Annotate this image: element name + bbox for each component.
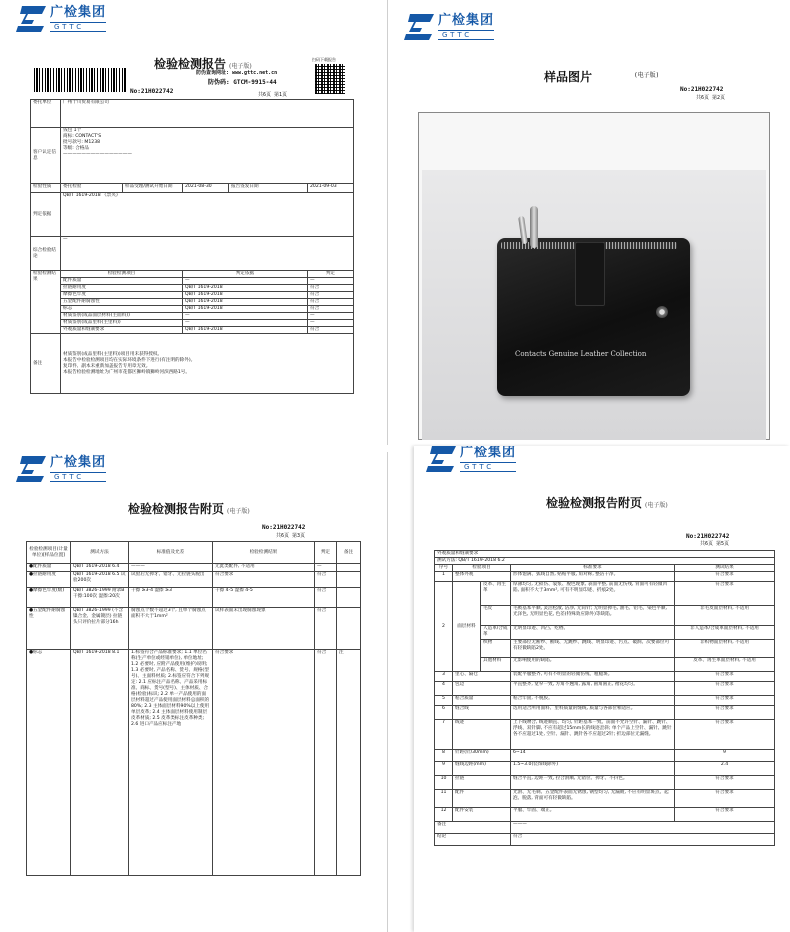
cell: QB/T 1619-2018 6.4 — [71, 564, 129, 572]
cell: 缝线边距(mm) — [453, 762, 511, 776]
cell: 符合 — [315, 608, 337, 650]
snap-button-icon — [656, 306, 668, 318]
table-row — [31, 320, 354, 327]
category-label: 检验性质 — [31, 184, 61, 193]
result-basis: — — [183, 313, 308, 320]
remarks — [61, 334, 354, 394]
page-title-text: 检验检测报告 — [154, 57, 227, 71]
cell: 配件安装 — [453, 808, 511, 822]
cell: 皮革、再生革 — [481, 582, 511, 606]
barcode-icon — [34, 68, 126, 92]
remark-line: 本报告检验检测地址为广州市花都区狮岭镇狮岭河滨西路1号。 — [63, 369, 190, 375]
result-basis: QB/T 1619-2018 — [183, 327, 308, 334]
cell: ●配件质量 — [27, 564, 71, 572]
table-row — [31, 285, 354, 292]
gttc-logo-icon — [16, 456, 46, 482]
gttc-logo — [426, 446, 516, 472]
brand-en: GTTC — [460, 462, 516, 472]
cell: 粘合质量 — [453, 696, 511, 706]
table-row — [31, 313, 354, 320]
remark-line: 材质鉴别(成品里料(主里料))项目用未获得授权。 — [63, 351, 163, 357]
cell: 1.5~3.0(装饰线除外) — [511, 762, 675, 776]
result-basis: QB/T 1619-2018 — [183, 306, 308, 313]
result-basis: QB/T 1619-2018 — [183, 292, 308, 299]
table-row — [31, 278, 354, 285]
result-item: 配件质量 — [61, 278, 183, 285]
cell: 符合要求 — [675, 696, 775, 706]
test-method: 测试方法: QB/T 1619-2018 6.2 — [435, 558, 775, 565]
col-header: 检验项目 — [453, 565, 511, 572]
page-title — [128, 500, 250, 517]
table-row — [27, 650, 361, 876]
page-count: 共6页 第5页 — [700, 541, 730, 547]
cell: 包边 — [453, 682, 511, 696]
cell: 无明显印迹、凹凸、疙瘩。 — [511, 626, 675, 640]
result-verdict: — — [308, 320, 354, 327]
cell: 缝合线 — [453, 706, 511, 720]
report-page-4 — [414, 446, 790, 932]
cell: 符合要求 — [675, 706, 775, 720]
table-row — [435, 626, 775, 640]
cell: 6 — [435, 706, 453, 720]
cell: 形体饱满、弧线自然, 贴贴平服, 角对称, 整洁干净。 — [511, 572, 675, 582]
anticounterfeit-code: 防伪码: GTCM-9915-44 — [208, 79, 277, 86]
result-verdict: 符合 — [308, 292, 354, 299]
result-verdict: 符合 — [308, 306, 354, 313]
result-item: 材质鉴别(成品里料(主里料)) — [61, 320, 183, 327]
result-item: 标志 — [61, 306, 183, 313]
report-page-2 — [398, 0, 790, 445]
cell: 符合要求 — [675, 582, 775, 606]
cell: 5 — [435, 696, 453, 706]
cell: QB/T 3826-1999 (不含镍合金、金属镀层) 拉链头只评价拉片部分16h — [71, 608, 129, 650]
cell: 毛皮 — [481, 606, 511, 626]
report-number: No:21H022742 — [680, 86, 724, 93]
results-header: 检验检测项目 — [61, 271, 183, 278]
cell: 8 — [435, 750, 453, 762]
result-verdict: — — [308, 278, 354, 285]
cell: 选用适合所用面料、里料质量的缝线, 质量与各部位相适应。 — [511, 706, 675, 720]
sample-line: 商标: CONTACT'S — [63, 134, 102, 139]
category-value: 委托检验 — [61, 184, 123, 193]
cell: 拉链 — [453, 776, 511, 790]
wallet-image — [497, 238, 690, 396]
edition-label: (电子版) — [229, 63, 252, 70]
cell: 非人造革/合成革面层材料, 不适用 — [675, 626, 775, 640]
cell: 6~14 — [511, 750, 675, 762]
cell: 线迹 — [453, 720, 511, 750]
cell: 1 — [435, 572, 453, 582]
cell: 符合要求 — [675, 682, 775, 696]
cell: 上下线吻合, 线迹顺直、均匀, 针距基本一致。前面不允许空针、漏针、跳针、浮线、双针脚, 不应有超过15mm长的线迹歪斜; 单个产品上空针、漏针、跳针各不应超过1处, 空针、漏针、跳针各不应超过2针; 折边部位无漏缝。 — [511, 720, 675, 750]
result-verdict: 符合 — [308, 285, 354, 292]
cell: 2.4 — [675, 762, 775, 776]
cell: 符合 — [315, 588, 337, 608]
result-basis: QB/T 1619-2018 — [183, 285, 308, 292]
cell: 粘合牢固, 不脱胶。 — [511, 696, 675, 706]
conclusion-value: 符合 — [511, 834, 775, 846]
table-row — [435, 720, 775, 750]
col-header: 测试结果 — [675, 565, 775, 572]
cell: 4 — [435, 682, 453, 696]
page-title-text: 样品图片 — [544, 70, 593, 84]
table-row — [435, 808, 775, 822]
results-header: 判定 — [308, 271, 354, 278]
conclusion-value: — — [61, 237, 354, 271]
report-page-3 — [0, 452, 388, 932]
table-row — [31, 327, 354, 334]
cell: 试验后无掉牙、错牙、无拉链头脱出 — [129, 572, 213, 588]
table-row — [27, 564, 361, 572]
brand-en: GTTC — [438, 30, 494, 40]
cell: 2 — [435, 582, 453, 672]
table-row — [27, 572, 361, 588]
cell: 9 — [675, 750, 775, 762]
table-row — [435, 790, 775, 808]
table-row — [435, 582, 775, 606]
report-summary-table — [30, 99, 354, 394]
remark-line: 本报告中检验检测项目均在实际环境条件下进行(有注明的除外)。 — [63, 357, 196, 363]
cell: ●拉链耐用度 — [27, 572, 71, 588]
cell: 符合要求 — [675, 572, 775, 582]
cell: 符合要求 — [675, 672, 775, 682]
col-header: 检验检测结果 — [213, 542, 315, 564]
brand-cn: 广检集团 — [50, 455, 107, 470]
cell: 光滑、无毛刺、五金配件表面无锈蚀, 钢型均匀, 无漏镀, 不应有明显斑点、起泡、脱落, 背面可有轻微缺陷。 — [511, 790, 675, 808]
page-count: 共6页 第2页 — [696, 95, 726, 101]
remarks-label: 备注 — [31, 334, 61, 394]
cell: 平服、牢固、端正。 — [511, 808, 675, 822]
table-row — [435, 658, 775, 672]
col-header: 测试方法 — [71, 542, 129, 564]
report-number: No:21H022742 — [262, 524, 306, 531]
sample-line: 批号款号: M1238 — [63, 140, 101, 145]
table-row — [31, 306, 354, 313]
results-header: 判定依据 — [183, 271, 308, 278]
brand-cn: 广检集团 — [438, 13, 495, 28]
sample-info — [61, 128, 354, 184]
receive-label: 样品受理/测试开始日期 — [123, 184, 183, 193]
cell: 7 — [435, 720, 453, 750]
receive-date: 2021-08-30 — [183, 184, 229, 193]
remark-label: 备注 — [435, 822, 511, 834]
cell: 针距(针/30mm) — [453, 750, 511, 762]
remark-value: ——— — [511, 822, 775, 834]
cell: 织物 — [481, 640, 511, 658]
table-row — [27, 588, 361, 608]
sample-line: 钱包 1个 — [63, 128, 82, 133]
issue-date: 2021-09-03 — [308, 184, 354, 193]
table-row — [31, 299, 354, 306]
cell: 人造革/合成革 — [481, 626, 511, 640]
wallet-brand-text: Contacts Genuine Leather Collection — [515, 350, 647, 358]
cell: 符合要求 — [675, 790, 775, 808]
edition-label: (电子版) — [645, 502, 668, 509]
gttc-logo — [16, 6, 106, 32]
table-row — [435, 640, 775, 658]
appendix-table — [26, 541, 361, 876]
gttc-logo-icon — [426, 446, 456, 472]
cell: 符合要求 — [675, 808, 775, 822]
result-item: 拉链耐用度 — [61, 285, 183, 292]
result-basis: — — [183, 320, 308, 327]
table-row — [31, 292, 354, 299]
cell: 装配平服整齐, 可有不明显的轻微伤残、粗糙斑。 — [511, 672, 675, 682]
col-header: 序号 — [435, 565, 453, 572]
table-row — [435, 776, 775, 790]
result-verdict: — — [308, 313, 354, 320]
zipper-pull-icon — [530, 206, 538, 248]
table-row — [435, 762, 775, 776]
result-item: 摩擦色牢度 — [61, 292, 183, 299]
result-item: 材质鉴别(成品面层材料(主面料)) — [61, 313, 183, 320]
cell: 符合要求 — [213, 650, 315, 876]
cell: ——— — [129, 564, 213, 572]
page-count: 共6页 第3页 — [276, 533, 306, 539]
table-row — [435, 696, 775, 706]
cell — [337, 588, 361, 608]
issue-label: 报告签发日期 — [229, 184, 308, 193]
col-header: 标准要求 — [511, 565, 675, 572]
cell: QB/T 1619-2018 6.5 试验200次 — [71, 572, 129, 588]
cell: 整体外观 — [453, 572, 511, 582]
cell — [337, 572, 361, 588]
sample-line: ——————————————— — [63, 152, 132, 157]
appearance-table — [434, 550, 775, 846]
table-row — [435, 606, 775, 626]
cell: 试样表面未出现腐蚀现象 — [213, 608, 315, 650]
cell: 符合 — [315, 572, 337, 588]
gttc-logo — [16, 456, 106, 482]
cell: 非毛皮面层材料, 不适用 — [675, 606, 775, 626]
page-title — [544, 68, 592, 85]
cell: 厚薄均匀, 无损伤、裂浆、脱色现象, 表面平整, 前面无伤残, 背面可有轻微凹陷, 面积不大于3mm², 可有不明显印迹、折痕2处。 — [511, 582, 675, 606]
page-title-text: 检验检测报告附页 — [546, 496, 643, 510]
cell: 10 — [435, 776, 453, 790]
result-verdict: 符合 — [308, 327, 354, 334]
report-page-1 — [0, 0, 388, 445]
cell — [337, 608, 361, 650]
client-value: 广州十川贸易有限公司 — [61, 100, 354, 128]
page-count: 共6页 第1页 — [258, 92, 288, 98]
cell: 干擦 ≥3-4 湿擦 ≥3 — [129, 588, 213, 608]
cell: 符合 — [315, 650, 337, 876]
cell: 12 — [435, 808, 453, 822]
col-header: 判定 — [315, 542, 337, 564]
conclusion-label: 综合检验结论 — [31, 237, 61, 271]
report-number: No:21H022742 — [130, 88, 174, 95]
sample-photo-frame — [418, 112, 770, 440]
cell: 皮革、再生革面层材料, 不适用 — [675, 658, 775, 672]
cell: 面层材料 — [453, 582, 481, 672]
brand-cn: 广检集团 — [50, 5, 107, 20]
result-verdict: 符合 — [308, 299, 354, 306]
conclusion-label: 结论 — [435, 834, 511, 846]
qr-code-icon — [315, 64, 345, 94]
basis-value: QB/T 1619-2018 《票夹》 — [61, 193, 354, 237]
sample-photo — [422, 170, 766, 440]
cell: 干擦 4-5 湿擦 4-5 — [213, 588, 315, 608]
remark-line: 复印件、副本未重新加盖报告专用章无效。 — [63, 363, 151, 369]
cell: — — [315, 564, 337, 572]
result-item: 五金配件耐腐蚀性 — [61, 299, 183, 306]
cell: 平直整齐, 宽窄一致, 方角不翘角, 露角, 圆角圆正, 褶花均匀。 — [511, 682, 675, 696]
cell: 非织物面层材料, 不适用 — [675, 640, 775, 658]
query-url: 防伪查询网址: www.gttc.net.cn — [196, 70, 278, 76]
cell: 主要部位无断纱、断线、无跳纱、跳线、明显印迹、污点、破洞、次要部位可有轻微缺陷2处。 — [511, 640, 675, 658]
result-basis: QB/T 1619-2018 — [183, 299, 308, 306]
cell: QB/T 3826-1999 附录B 干擦:100次 湿擦:20次 — [71, 588, 129, 608]
cell: 符合要求 — [675, 720, 775, 750]
client-label: 委托单位 — [31, 100, 61, 128]
col-header: 检验检测项目(计量单位)[样品位置] — [27, 542, 71, 564]
cell: 注 — [337, 650, 361, 876]
cell: 11 — [435, 790, 453, 808]
cell: 无影响使用的缺陷。 — [511, 658, 675, 672]
result-item: 外观质量和缝制要求 — [61, 327, 183, 334]
gttc-logo-icon — [16, 6, 46, 32]
cell: 其他材料 — [481, 658, 511, 672]
page-title-text: 检验检测报告附页 — [128, 502, 225, 516]
table-row — [435, 682, 775, 696]
col-header: 备注 — [337, 542, 361, 564]
edition-label: (电子版) — [634, 72, 660, 79]
brand-cn: 广检集团 — [460, 446, 517, 460]
table-row — [435, 750, 775, 762]
cell — [337, 564, 361, 572]
cell: 腐蚀点个数不超过3个, 且单个腐蚀点面积不大于1mm² — [129, 608, 213, 650]
results-label: 检验检测结果 — [31, 271, 61, 334]
cell: ●摩擦色牢度(级) — [27, 588, 71, 608]
table-row — [435, 672, 775, 682]
sample-label: 客户认定信息 — [31, 128, 61, 184]
cell: 3 — [435, 672, 453, 682]
qr-caption: 扫码下载报告 — [312, 57, 336, 62]
cell: 符合要求 — [675, 776, 775, 790]
table-row — [435, 572, 775, 582]
cell: 无此类配件, 不适用 — [213, 564, 315, 572]
brand-en: GTTC — [50, 22, 106, 32]
cell: ●五金配件耐腐蚀性 — [27, 608, 71, 650]
gttc-logo-icon — [404, 14, 434, 40]
edition-label: (电子版) — [227, 508, 250, 515]
result-basis: — — [183, 278, 308, 285]
cell: QB/T 1619-2018 8.1 — [71, 650, 129, 876]
page-title — [546, 494, 668, 511]
cell: 毛被基本平顺, 灵活松散, 洁净, 无钩针; 无明显掉毛, 油毛、铅毛、染色平顺, 光泽色, 无明显色花, 色差(特殊效应除外)等缺陷。 — [511, 606, 675, 626]
col-header: 标准值及允差 — [129, 542, 213, 564]
gttc-logo — [404, 14, 494, 40]
basis-label: 判定依据 — [31, 193, 61, 237]
cell: 里心、隔仓 — [453, 672, 511, 682]
brand-en: GTTC — [50, 472, 106, 482]
report-number: No:21H022742 — [686, 533, 730, 540]
cell: 缝合平直, 边距一致, 拉合滑顺, 无错位、掉牙、不抖色。 — [511, 776, 675, 790]
cell: ●标志 — [27, 650, 71, 876]
sample-line: 等级: 合格品 — [63, 146, 89, 151]
cell: 9 — [435, 762, 453, 776]
table-row — [27, 608, 361, 650]
wallet-flap — [575, 242, 605, 306]
table-row — [435, 706, 775, 720]
cell: 配件 — [453, 790, 511, 808]
cell: 1.标签符合产品标准要求; 1.1 单位名称(生产单位或经销单位), 单位地址; 1.2 必要时, 应附产品使用(维护)说明; 1.3 必要时, 产品名称、货号、规格(型号)、主面料材质; 2.标签应符合下列规定: 2.1 应标注产品名称、产品采用标准、商标、货号(型号)、主体材质、合格(检验)标识; 2.2 单一产品使用的面层材料超过产品使用面层材料总面积的80%; 2.3 主体面层材料90%以上使用单层皮革; 2.4 主体面层材料使用制层皮革材质; 2.5 皮革类标注皮革种类; 2.6 进口产品应标注产地 — [129, 650, 213, 876]
table-heading: 外观质量和缝制要求 — [435, 551, 775, 558]
cell: 符合要求 — [213, 572, 315, 588]
